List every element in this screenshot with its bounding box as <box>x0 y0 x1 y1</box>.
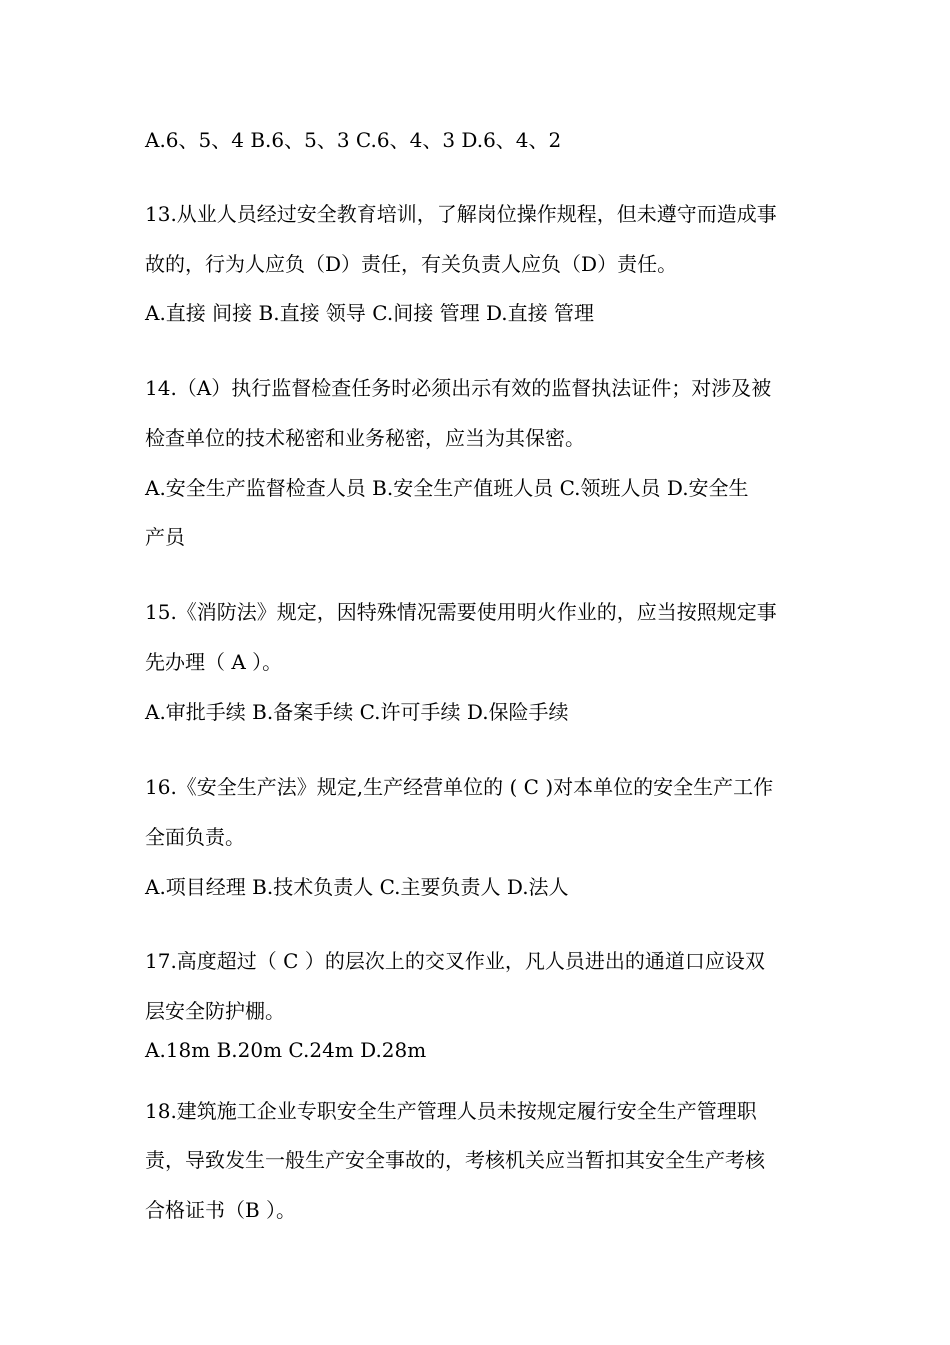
q14-options-line2: 产员 <box>145 525 185 549</box>
q15-options: A.审批手续 B.备案手续 C.许可手续 D.保险手续 <box>145 700 569 724</box>
q18-stem-line2: 责，导致发生一般生产安全事故的，考核机关应当暂扣其安全生产考核 <box>145 1148 765 1172</box>
q16-stem-line2: 全面负责。 <box>145 825 245 849</box>
q12-options: A.6、5、4 B.6、5、3 C.6、4、3 D.6、4、2 <box>145 128 562 152</box>
q15-stem-line1: 15.《消防法》规定，因特殊情况需要使用明火作业的，应当按照规定事 <box>145 600 777 624</box>
q18-stem-line1: 18.建筑施工企业专职安全生产管理人员未按规定履行安全生产管理职 <box>145 1099 757 1123</box>
q17-stem-line2: 层安全防护棚。 <box>145 999 285 1023</box>
q14-stem-line2: 检查单位的技术秘密和业务秘密，应当为其保密。 <box>145 426 585 450</box>
q14-stem-line1: 14.（A）执行监督检查任务时必须出示有效的监督执法证件；对涉及被 <box>145 376 772 400</box>
q13-stem-line1: 13.从业人员经过安全教育培训，了解岗位操作规程，但未遵守而造成事 <box>145 202 777 226</box>
q17-options: A.18m B.20m C.24m D.28m <box>145 1038 427 1062</box>
q13-stem-line2: 故的，行为人应负（D）责任，有关负责人应负（D）责任。 <box>145 252 678 276</box>
q18-stem-line3: 合格证书（B ）。 <box>145 1198 297 1222</box>
q16-options: A.项目经理 B.技术负责人 C.主要负责人 D.法人 <box>145 875 569 899</box>
q16-stem-line1: 16.《安全生产法》规定,生产经营单位的 ( C )对本单位的安全生产工作 <box>145 775 774 799</box>
q17-stem-line1: 17.高度超过（ C ）的层次上的交叉作业，凡人员进出的通道口应设双 <box>145 949 765 973</box>
q14-options-line1: A.安全生产监督检查人员 B.安全生产值班人员 C.领班人员 D.安全生 <box>145 476 749 500</box>
q15-stem-line2: 先办理（ A ）。 <box>145 650 283 674</box>
q13-options: A.直接 间接 B.直接 领导 C.间接 管理 D.直接 管理 <box>145 301 594 325</box>
